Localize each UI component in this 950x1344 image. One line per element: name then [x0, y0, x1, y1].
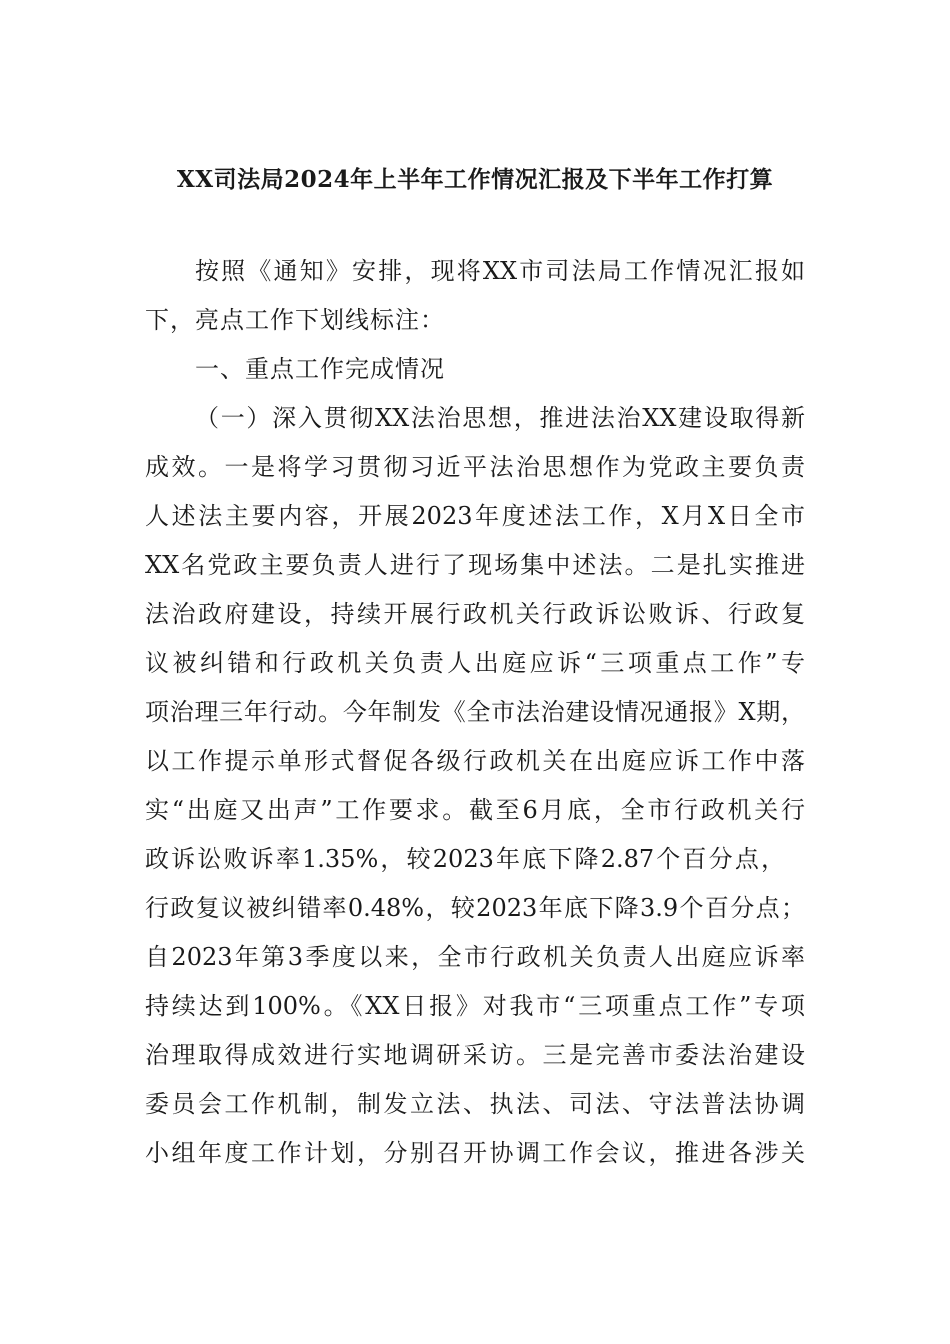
subsection-heading: （一）深入贯彻XX法治思想，推进法治XX建设取得新	[195, 404, 805, 432]
body-line: 项治理三年行动。今年制发《全市法治建设情况通报》X期，	[145, 698, 805, 726]
body-line: 人述法主要内容，开展2023年度述法工作，X月X日全市	[145, 502, 805, 530]
body-line: 治理取得成效进行实地调研采访。三是完善市委法治建设	[145, 1041, 805, 1069]
body-line: 持续达到100%。《XX日报》对我市“三项重点工作”专项	[145, 992, 805, 1020]
body-line: 法治政府建设，持续开展行政机关行政诉讼败诉、行政复	[145, 600, 805, 628]
section-heading: 一、重点工作完成情况	[195, 355, 445, 383]
body-line: 下，亮点工作下划线标注：	[145, 306, 445, 334]
body-line: 按照《通知》安排，现将XX市司法局工作情况汇报如	[195, 257, 805, 285]
body-line: 以工作提示单形式督促各级行政机关在出庭应诉工作中落	[145, 747, 805, 775]
document-title: XX司法局2024年上半年工作情况汇报及下半年工作打算	[176, 166, 774, 193]
body-line: 议被纠错和行政机关负责人出庭应诉“三项重点工作”专	[145, 649, 805, 677]
body-line: 小组年度工作计划，分别召开协调工作会议，推进各涉关	[145, 1139, 805, 1167]
body-line: 实“出庭又出声”工作要求。截至6月底，全市行政机关行	[145, 796, 805, 824]
body-line: 行政复议被纠错率0.48%，较2023年底下降3.9个百分点；	[145, 894, 805, 922]
body-line: 成效。一是将学习贯彻习近平法治思想作为党政主要负责	[145, 453, 805, 481]
body-line: 政诉讼败诉率1.35%，较2023年底下降2.87个百分点，	[145, 845, 785, 873]
body-line: 委员会工作机制，制发立法、执法、司法、守法普法协调	[145, 1090, 805, 1118]
body-line: 自2023年第3季度以来，全市行政机关负责人出庭应诉率	[145, 943, 805, 971]
body-line: XX名党政主要负责人进行了现场集中述法。二是扎实推进	[145, 551, 805, 579]
